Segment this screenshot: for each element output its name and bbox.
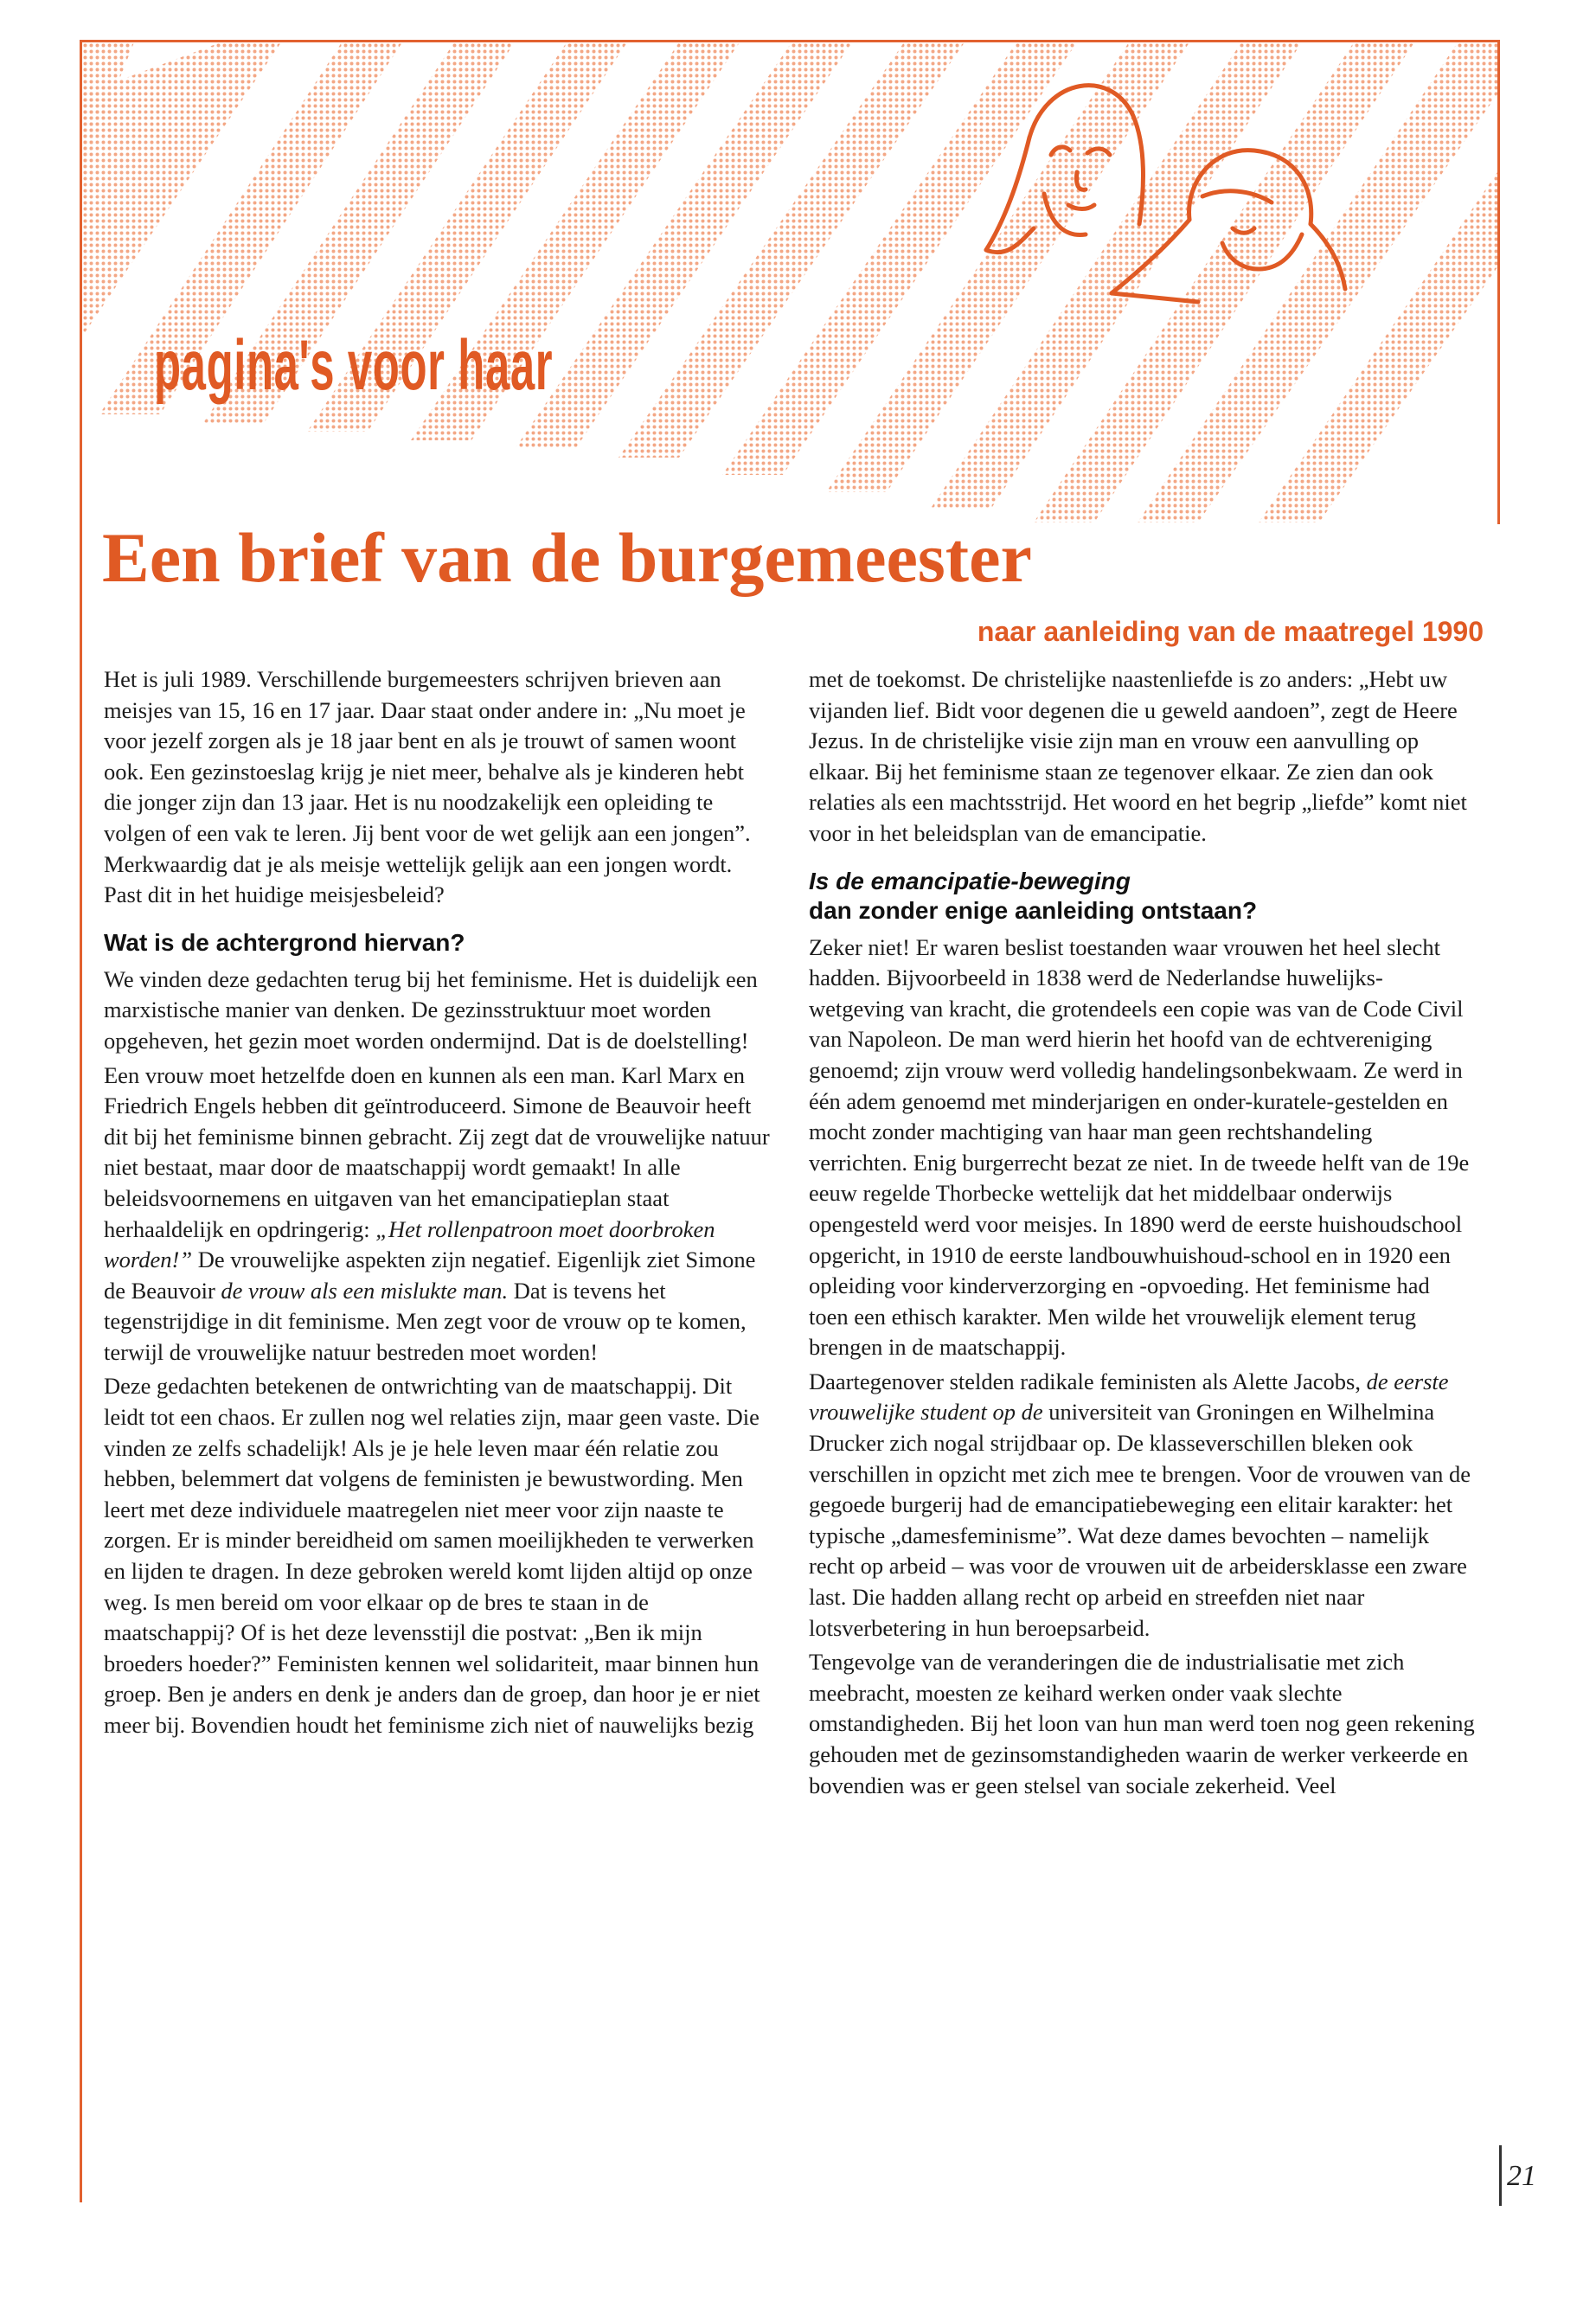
left-section-heading: Wat is de achtergrond hiervan? [104,928,465,956]
right-heading-line-1: Is de emancipatie-beweging [809,867,1131,894]
left-p2-text-a: Een vrouw moet hetzelfde doen en kunnen als een man. Karl Marx en Friedrich Engels hebben dit geïntroduceerd. Simone de Beauvoir heeft dit bij het feminisme binnen gebracht. Zij zegt dat de vrouwelijke natuur niet bestaat, maar door de maatschappij wordt gemaakt! In alle beleidsvoornemens en uitgaven van het emancipatieplan staat herhaaldelijk en opdringerig: [104,1061,770,1242]
left-paragraph-2 [104,1061,770,1368]
right-section-heading [809,867,1475,926]
left-p2-quote: „Het rollenpatroon moet doorbroken worden!” [104,1215,715,1273]
article-subtitle: naar aanleiding van de maatregel 1990 [977,616,1484,647]
right-paragraph-1: Zeker niet! Er waren beslist toestanden waar vrouwen het heel slecht hadden. Bijvoorbeeld in 1838 werd de Nederlandse huwelijks-wetgeving van kracht, die grotendeels een copie was van de Code Civil van Napoleon. De man werd hierin het hoofd van de echtvereniging genoemd; zijn vrouw werd volledig handelingsonbekwaam. Ze werd in één adem genoemd met minderjarigen en onder-kuratele-gestelden en mocht zonder machtiging van haar man geen rechtshandeling verrichten. Enig burgerrecht bezat ze niet. In de tweede helft van de 19e eeuw regelde Thorbecke wettelijk dat het middelbaar onderwijs opengesteld werd voor meisjes. In 1890 werd de eerste huishoudschool opgericht, in 1910 de eerste landbouwhuishoud-school en in 1920 een opleiding voor kinderverzorging en -opvoeding. Het feminisme had toen een ethisch karakter. Men wilde het vrouwelijk element terug brengen in de maatschappij. [809,933,1470,1361]
left-p2-text-b: De vrouwelijke aspekten zijn negatief. Eigenlijk ziet Simone de Beauvoir [104,1247,756,1304]
page-number-rule [1499,2145,1502,2206]
left-p2-italic: de vrouw als een mislukte man. [221,1277,509,1304]
left-intro-paragraph: Het is juli 1989. Verschillende burgemeesters schrijven brieven aan meisjes van 15, 16 en 17 jaar. Daar staat onder andere in: „Nu moet je voor jezelf zorgen als je 18 jaar bent en als je trouwt of samen woont ook. Een gezinstoeslag krijg je niet meer, behalve als je kinderen hebt die jonger zijn dan 13 jaar. Het is nu noodzakelijk een opleiding te volgen of een vak te leren. Jij bent voor de wet gelijk aan een jongen”. Merkwaardig dat je als meisje wettelijk gelijk aan een jongen wordt. Past dit in het huidige meisjesbeleid? [104,666,751,908]
right-heading-line-2: dan zonder enige aanleiding ontstaan? [809,896,1258,924]
frame-right-rule [1497,40,1500,524]
page-number: 21 [1507,2160,1536,2192]
right-p2-text-b: universiteit van Groningen en Wilhelmina Drucker zich nogal strijdbaar op. De klasseverschillen bleken ook verschillen in opzicht met zich mee te brengen. Voor de vrouwen van de gegoede burgerij had de emancipatiebeweging een elitair karakter: het typische „damesfeminisme”. Wat deze dames bevochten – namelijk recht op arbeid – was voor de vrouwen uit de arbeidersklasse een zware last. Die hadden allang recht op arbeid en streefden niet naar lotsverbetering in hun beroepsarbeid. [809,1399,1471,1641]
right-paragraph-0: met de toekomst. De christelijke naastenliefde is zo anders: „Hebt uw vijanden lief. Bidt voor degenen die u geweld aandoen”, zegt de Heere Jezus. In de christelijke visie zijn man en vrouw een aanvulling op elkaar. Bij het feminisme staan ze tegenover elkaar. Ze zien dan ook relaties als een machtsstrijd. Het woord en het begrip „liefde” komt niet voor in het beleidsplan van de emancipatie. [809,666,1467,846]
left-column [104,664,770,1745]
header-illustration [82,42,1497,527]
left-paragraph-3: Deze gedachten betekenen de ontwrichting van de maatschappij. Dit leidt tot een chaos. Er zullen nog wel relaties zijn, maar geen vaste. Die vinden ze zelfs schadelijk! Als je je hele leven maar één relatie zou hebben, belemmert dat volgens de feministen je bewustwording. Men leert met deze individuele maatregelen niet meer voor zijn naaste te zorgen. Er is minder bereidheid om samen moeilijkheden te verwerken en lijden te dragen. In deze gebroken wereld komt lijden altijd op onze weg. Is men bereid om voor elkaar op de bres te staan in de maatschappij? Of is het deze levensstijl die postvat: „Ben ik mijn broeders hoeder?” Feministen kennen wel solidariteit, maar binnen hun groep. Ben je anders en denk je anders dan de groep, dan hoor je er niet meer bij. Bovendien houdt het feminisme zich niet of nauwelijks bezig [104,1373,760,1738]
masthead-title: pagina's voor haar [154,326,554,405]
article-headline: Een brief van de burgemeester [102,518,1032,597]
right-p2-italic: de eerste vrouwelijke student op de [809,1368,1449,1426]
right-paragraph-3: Tengevolge van de veranderingen die de industrialisatie met zich meebracht, moesten ze keihard werken onder vaak slechte omstandigheden. Bij het loon van hun man werd toen nog geen rekening gehouden met de gezinsomstandigheden waarin de werker verkeerde en bovendien was er geen stelsel van sociale zekerheid. Veel [809,1649,1475,1798]
right-p2-text-a: Daartegenover stelden radikale feministen als Alette Jacobs, [809,1368,1367,1394]
left-p2-text-c: Dat is tevens het tegenstrijdige in dit feminisme. Men zegt voor de vrouw op te komen, terwijl de vrouwelijke natuur bestreden moet worden! [104,1277,747,1365]
halftone-stripes [82,42,1497,522]
right-paragraph-2 [809,1367,1475,1644]
right-column [809,664,1475,1804]
left-paragraph-1: We vinden deze gedachten terug bij het feminisme. Het is duidelijk een marxistische manier van denken. De gezinsstruktuur moet worden opgeheven, het gezin moet worden ondermijnd. Dat is de doelstelling! [104,965,758,1054]
